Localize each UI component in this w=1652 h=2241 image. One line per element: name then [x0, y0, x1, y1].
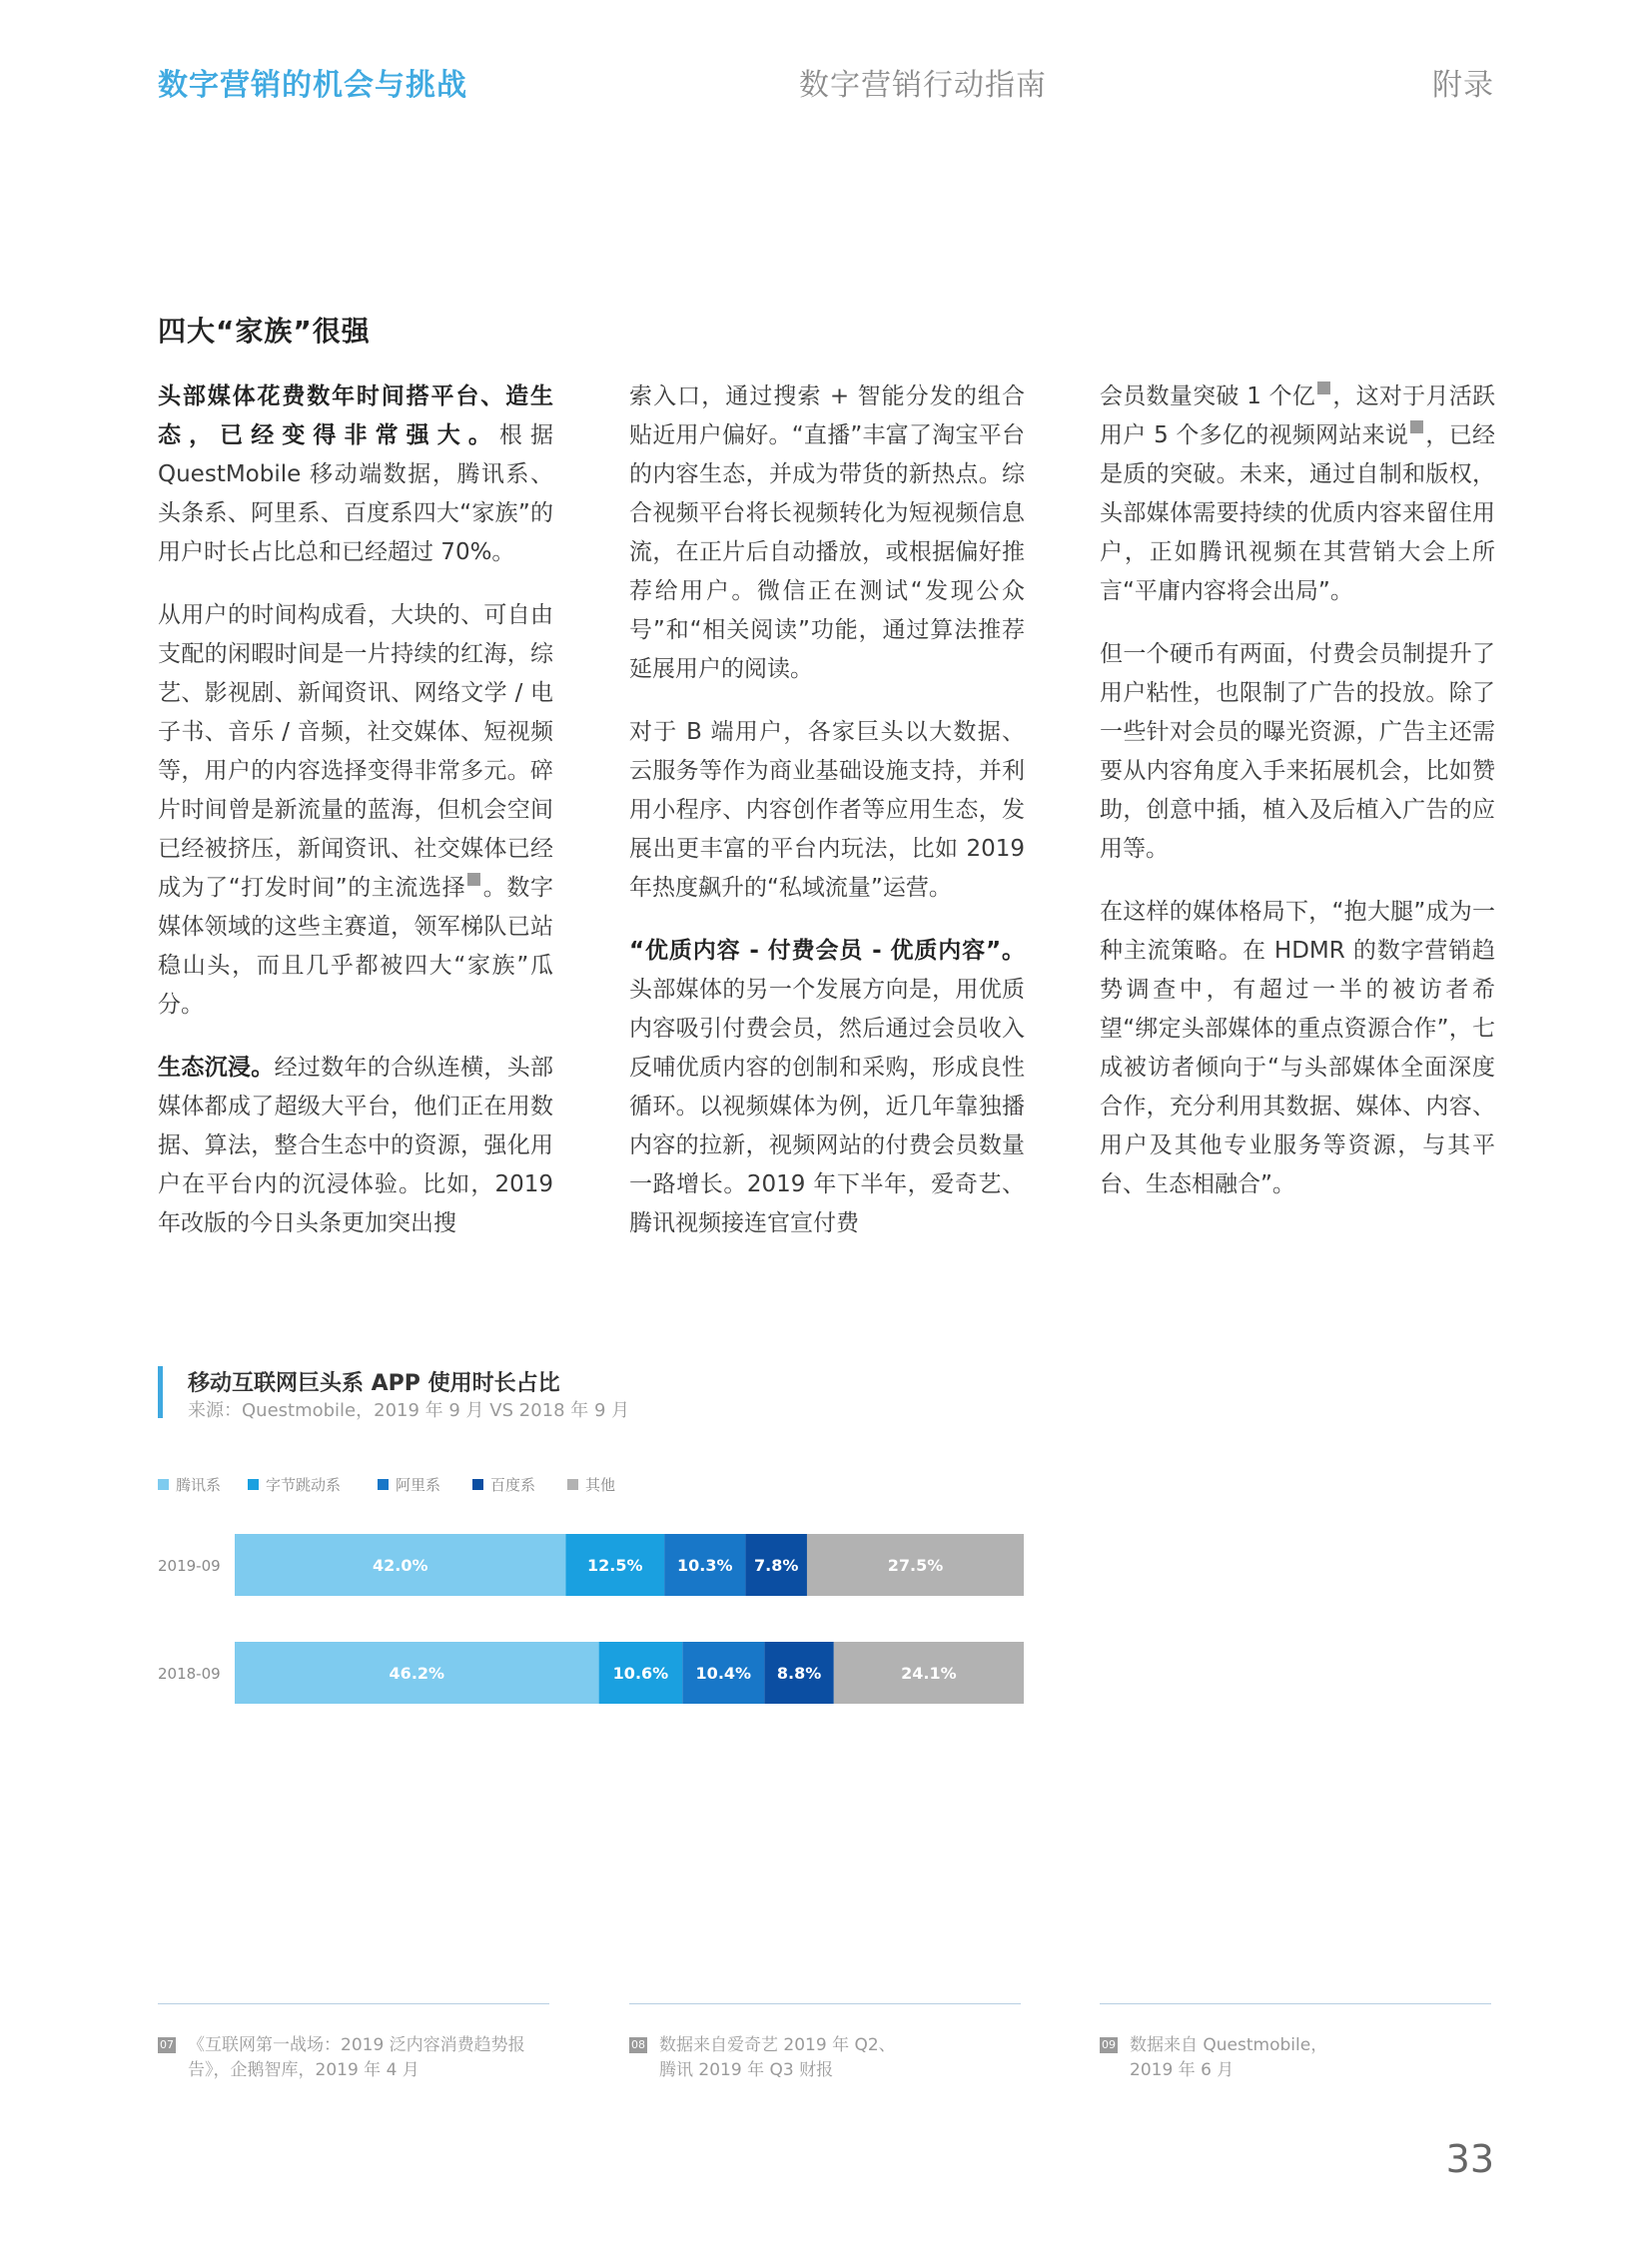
legend-swatch — [248, 1479, 259, 1490]
footnote-divider — [158, 2003, 549, 2004]
paragraph-text: ，已经是质的突破。未来，通过自制和版权，头部媒体需要持续的优质内容来留住用户，正如腾讯视频在其营销大会上所言“平庸内容将会出局”。 — [1100, 422, 1495, 604]
legend-label: 字节跳动系 — [266, 1476, 342, 1494]
paragraph-text: 会员数量突破 1 个亿 — [1100, 383, 1316, 409]
paragraph-text: 从用户的时间构成看，大块的、可自由支配的闲暇时间是一片持续的红海，综艺、影视剧、新闻资讯、网络文学 / 电子书、音乐 / 音频，社交媒体、短视频等，用户的内容选择变得非常多元。碎片时间曾是新流量的蓝海，但机会空间已经被挤压，新闻资讯、社交媒体已经成为了“打发时间”的主流选择 — [158, 602, 553, 901]
footnote-text: 《互联网第一战场：2019 泛内容消费趋势报 — [188, 2035, 525, 2055]
usage-share-chart — [158, 1366, 1025, 1716]
chart-source: 来源：Questmobile，2019 年 9 月 VS 2018 年 9 月 — [188, 1400, 630, 1421]
paragraph — [1100, 377, 1495, 611]
legend-swatch — [567, 1479, 578, 1490]
data-label: 10.3% — [677, 1556, 733, 1575]
paragraph — [1100, 635, 1495, 869]
footnote-marker-icon — [1317, 381, 1330, 394]
data-label: 7.8% — [754, 1556, 799, 1575]
paragraph-text: ，这对于月活跃用户 5 个多亿的视频网站来说 — [1100, 383, 1495, 448]
footnote-text: 2019 年 6 月 — [1130, 2060, 1235, 2080]
page-number: 33 — [1445, 2137, 1494, 2181]
footnote-number: 07 — [160, 2038, 174, 2051]
footnote-marker-icon — [1410, 420, 1423, 433]
paragraph-text: 在这样的媒体格局下，“抱大腿”成为一种主流策略。在 HDMR 的数字营销趋势调查中，有超过一半的被访者希望“绑定头部媒体的重点资源合作”，七成被访者倾向于“与头部媒体全面深度合作，充分利用其数据、媒体、内容、用户及其他专业服务等资源，与其平台、生态相融合”。 — [1100, 899, 1495, 1197]
legend-swatch — [158, 1479, 169, 1490]
paragraph — [158, 377, 553, 572]
header-appendix-link: 附录 — [1432, 68, 1494, 103]
paragraph-text: 。数字媒体领域的这些主赛道，领军梯队已站稳山头，而且几乎都被四大“家族”瓜分。 — [158, 875, 553, 1018]
footnote-text: 告》，企鹅智库，2019 年 4 月 — [188, 2060, 419, 2080]
paragraph — [158, 596, 553, 1025]
footnote — [629, 2033, 1021, 2083]
footnote-text: 腾讯 2019 年 Q3 财报 — [659, 2060, 834, 2080]
data-label: 8.8% — [776, 1664, 822, 1683]
paragraph — [629, 713, 1025, 908]
legend-label: 腾讯系 — [176, 1476, 222, 1494]
paragraph — [158, 1049, 553, 1243]
footnote-divider — [629, 2003, 1021, 2004]
paragraph-text: 但一个硬币有两面，付费会员制提升了用户粘性，也限制了广告的投放。除了一些针对会员的曝光资源，广告主还需要从内容角度入手来拓展机会，比如赞助，创意中插，植入及后植入广告的应用等。 — [1100, 641, 1495, 862]
data-label: 10.4% — [695, 1664, 752, 1683]
text-column-2 — [629, 377, 1025, 1267]
data-label: 12.5% — [587, 1556, 643, 1575]
data-label: 46.2% — [389, 1664, 445, 1683]
category-label: 2018-09 — [158, 1665, 221, 1683]
paragraph-text: 索入口，通过搜索 + 智能分发的组合贴近用户偏好。“直播”丰富了淘宝平台的内容生态，并成为带货的新热点。综合视频平台将长视频转化为短视频信息流，在正片后自动播放，或根据偏好推荐给用户。微信正在测试“发现公众号”和“相关阅读”功能，通过算法推荐延展用户的阅读。 — [629, 383, 1025, 682]
category-label: 2019-09 — [158, 1557, 221, 1575]
chart-title: 移动互联网巨头系 APP 使用时长占比 — [188, 1371, 560, 1396]
data-label: 27.5% — [887, 1556, 944, 1575]
header-doc-title: 数字营销行动指南 — [799, 68, 1047, 103]
text-column-1 — [158, 377, 553, 1267]
legend-label: 阿里系 — [396, 1476, 441, 1494]
legend-swatch — [378, 1479, 389, 1490]
footnote — [158, 2033, 549, 2083]
chart-canvas — [158, 1366, 1025, 1716]
footnote-number: 08 — [631, 2038, 645, 2051]
text-column-3 — [1100, 377, 1495, 1228]
footnote-divider — [1100, 2003, 1491, 2004]
footnote-marker-icon — [467, 873, 480, 886]
paragraph — [629, 932, 1025, 1243]
bold-lead: 生态沉浸。 — [158, 1055, 275, 1081]
data-label: 10.6% — [612, 1664, 669, 1683]
footnote-text: 数据来自 Questmobile， — [1130, 2035, 1328, 2055]
paragraph-text: 头部媒体的另一个发展方向是，用优质内容吸引付费会员，然后通过会员收入反哺优质内容的创制和采购，形成良性循环。以视频媒体为例，近几年靠独播内容的拉新，视频网站的付费会员数量一路增长。2019 年下半年，爱奇艺、腾讯视频接连官宣付费 — [629, 977, 1025, 1236]
paragraph-text: 根据 QuestMobile 移动端数据，腾讯系、头条系、阿里系、百度系四大“家族”的用户时长占比总和已经超过 70%。 — [158, 422, 554, 565]
footnote-number: 09 — [1102, 2038, 1116, 2051]
data-label: 24.1% — [901, 1664, 957, 1683]
legend-label: 其他 — [585, 1476, 616, 1494]
footnote — [1100, 2033, 1491, 2083]
paragraph-text: 经过数年的合纵连横，头部媒体都成了超级大平台，他们正在用数据、算法，整合生态中的资源，强化用户在平台内的沉浸体验。比如，2019 年改版的今日头条更加突出搜 — [158, 1055, 553, 1236]
section-heading: 四大“家族”很强 — [158, 315, 371, 348]
paragraph-text: 对于 B 端用户，各家巨头以大数据、云服务等作为商业基础设施支持，并利用小程序、内容创作者等应用生态，发展出更丰富的平台内玩法，比如 2019 年热度飙升的“私域流量”运营。 — [629, 719, 1025, 901]
paragraph — [629, 377, 1025, 689]
header-section-title: 数字营销的机会与挑战 — [158, 68, 467, 103]
paragraph — [1100, 893, 1495, 1204]
bold-lead: 头部媒体花费数年时间搭平台、造生态，已经变得非常强大。 — [158, 383, 553, 448]
legend-label: 百度系 — [490, 1476, 536, 1494]
data-label: 42.0% — [372, 1556, 428, 1575]
legend-swatch — [472, 1479, 483, 1490]
bold-lead: “优质内容 - 付费会员 - 优质内容”。 — [629, 938, 1025, 964]
footnote-text: 数据来自爱奇艺 2019 年 Q2、 — [659, 2035, 896, 2055]
